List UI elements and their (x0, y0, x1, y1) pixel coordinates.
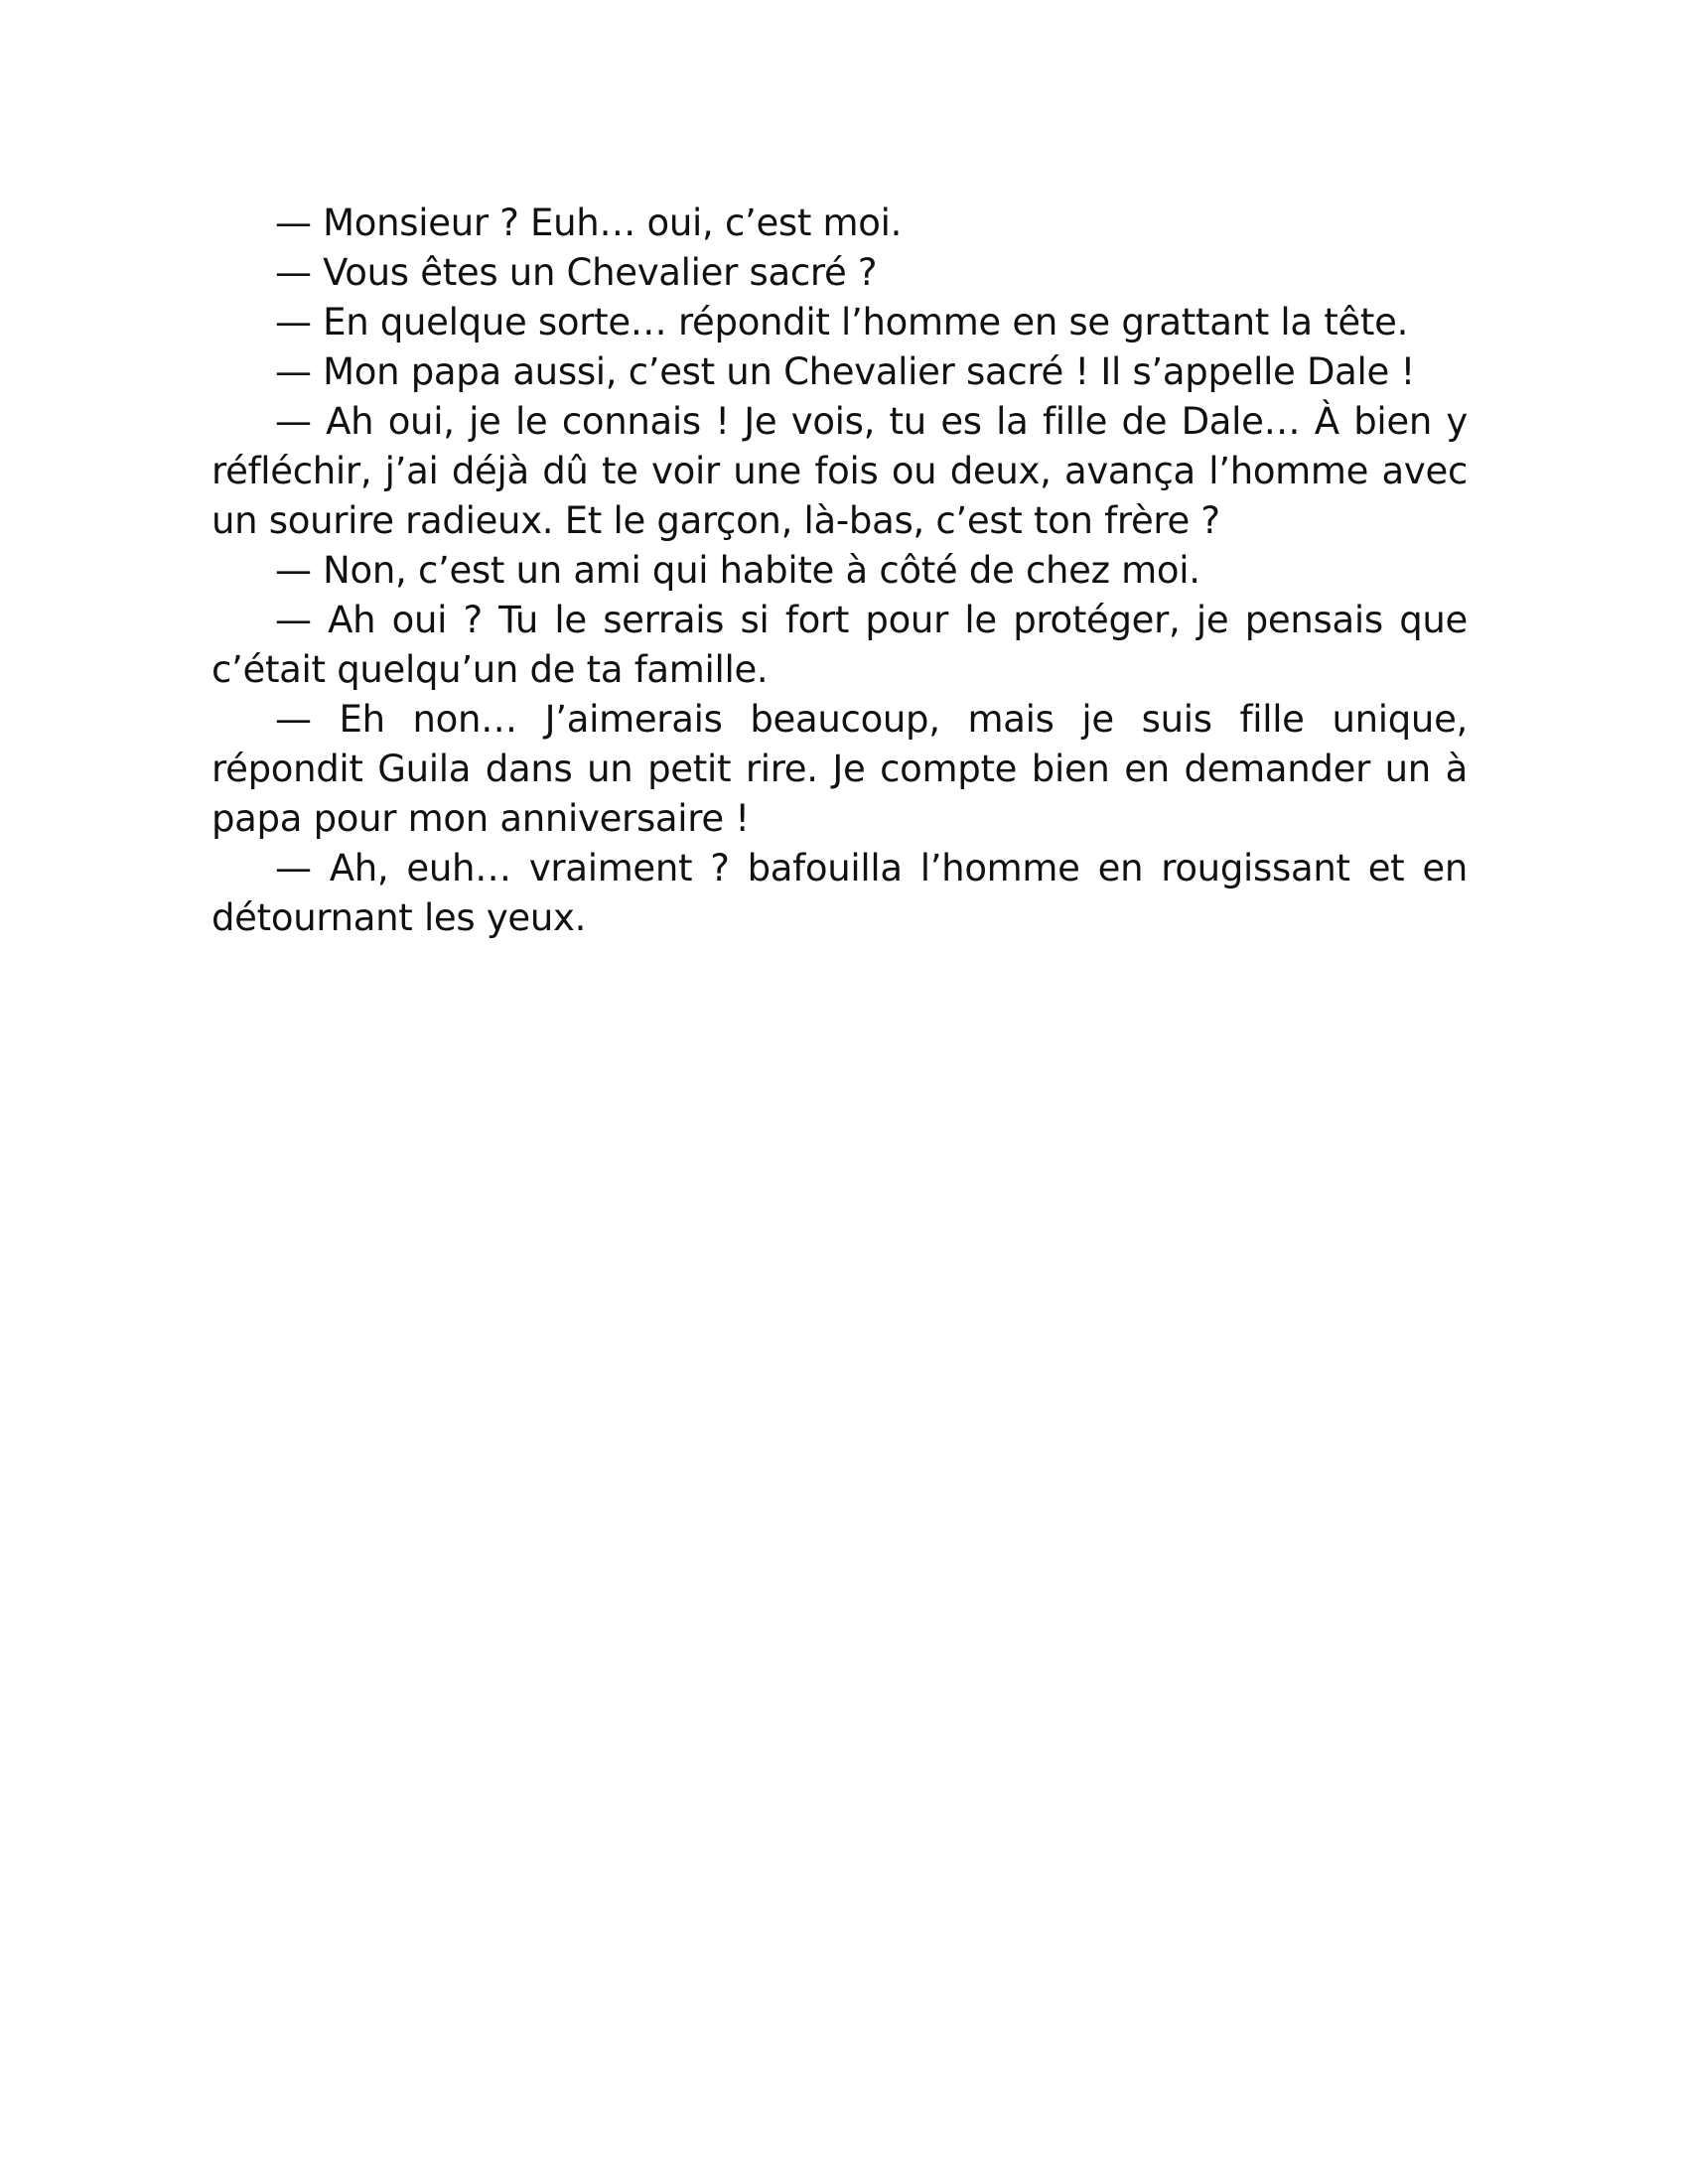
paragraph: — Ah oui ? Tu le serrais si fort pour le protéger, je pensais que c’était quelqu’un de ta famille. (211, 599, 1468, 691)
dialogue-text (211, 199, 1468, 943)
paragraph: — Non, c’est un ami qui habite à côté de chez moi. (275, 549, 1200, 592)
paragraph: — Eh non… J’aimerais beaucoup, mais je suis fille unique, répondit Guila dans un petit rire. Je compte bien en demander un à papa pour mon anniversaire ! (211, 698, 1468, 840)
paragraph: — Monsieur ? Euh… oui, c’est moi. (275, 202, 903, 244)
paragraph: — Mon papa aussi, c’est un Chevalier sacré ! Il s’appelle Dale ! (275, 350, 1415, 393)
paragraph: — Ah oui, je le connais ! Je vois, tu es la fille de Dale… À bien y réfléchir, j’ai déjà dû te voir une fois ou deux, avança l’homme avec un sourire radieux. Et le garçon, là-bas, c’est ton frère ? (211, 400, 1468, 542)
paragraph: — En quelque sorte… répondit l’homme en se grattant la tête. (275, 301, 1409, 343)
paragraph: — Ah, euh… vraiment ? bafouilla l’homme en rougissant et en détournant les yeux. (211, 847, 1468, 939)
paragraph: — Vous êtes un Chevalier sacré ? (275, 251, 878, 294)
